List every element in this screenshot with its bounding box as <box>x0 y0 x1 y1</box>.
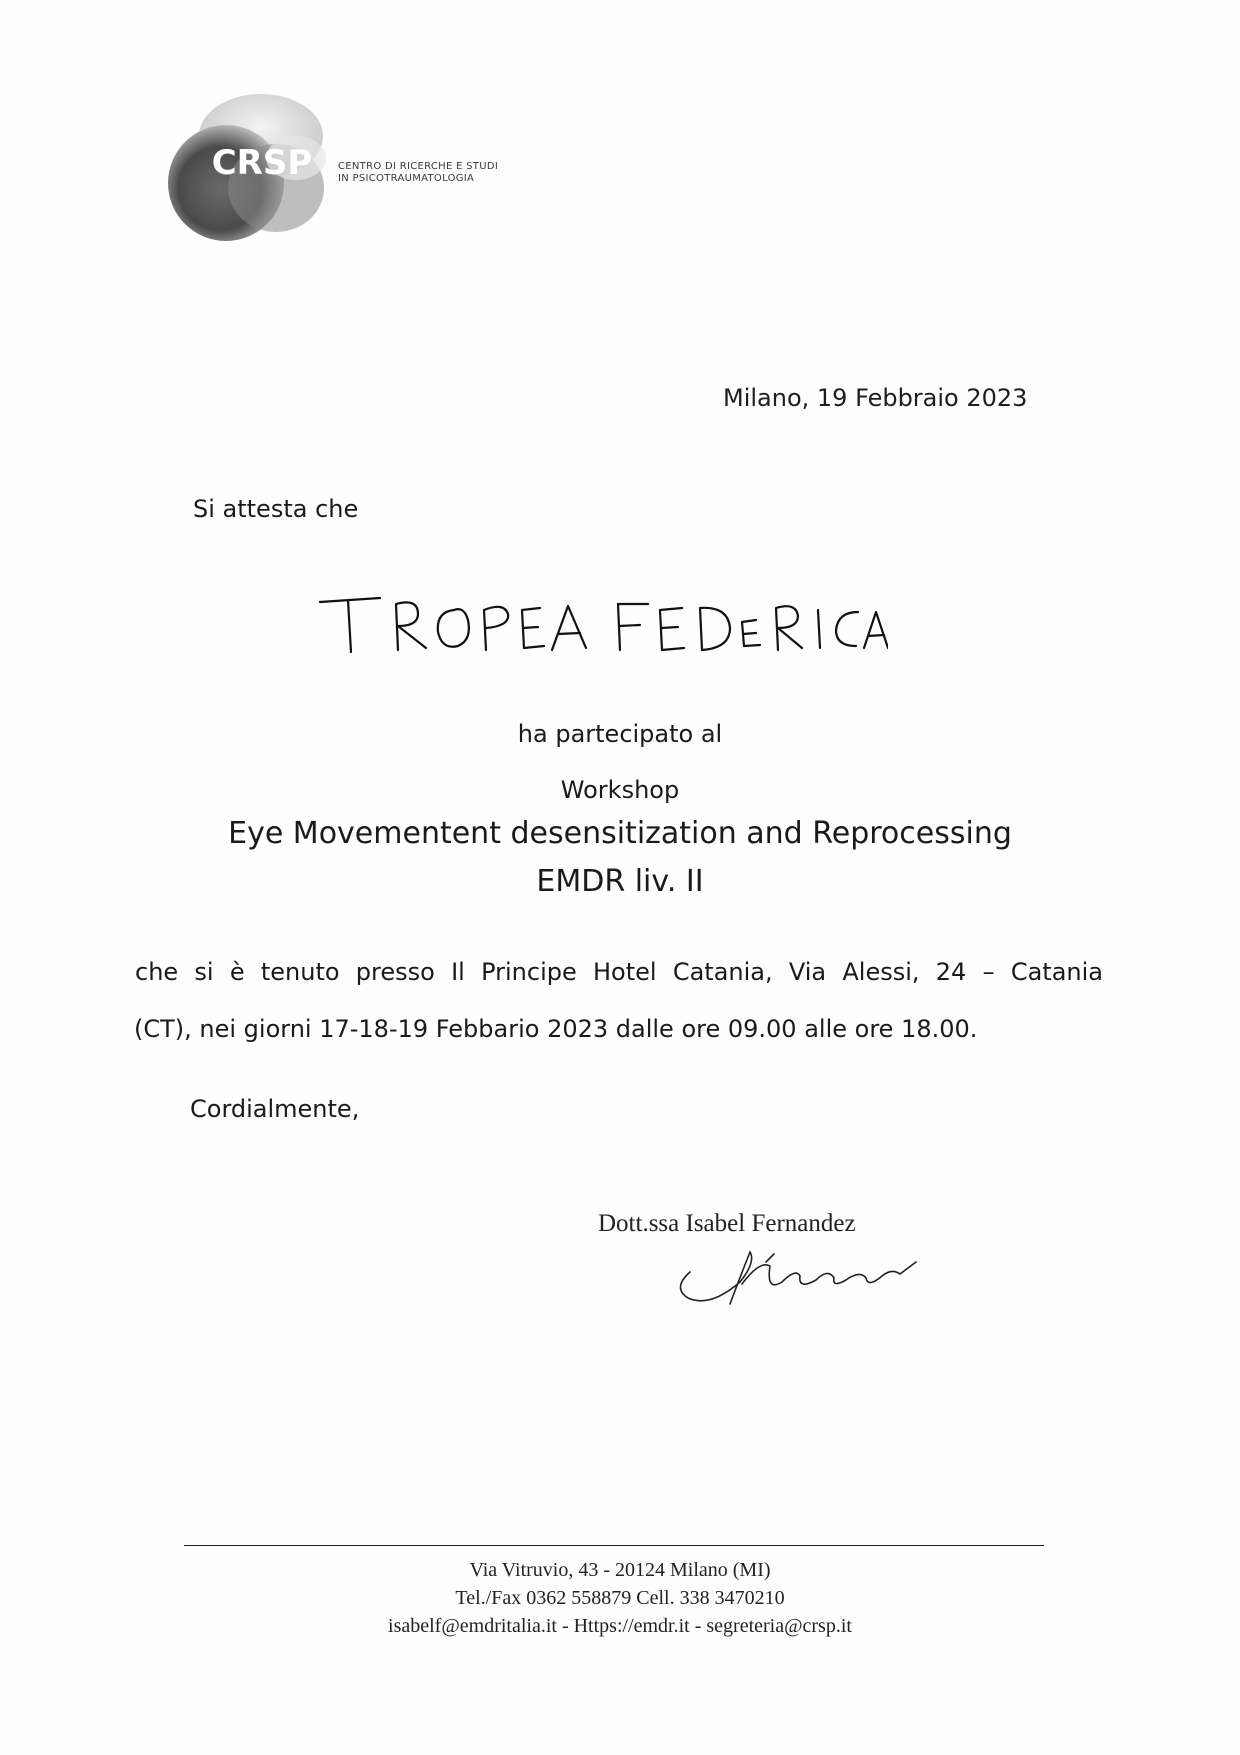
logo-line2: IN PSICOTRAUMATOLOGIA <box>338 173 475 184</box>
closing: Cordialmente, <box>190 1095 360 1123</box>
logo-abbr: CRSP <box>211 143 313 183</box>
crsp-logo <box>166 88 341 244</box>
handwritten-signature <box>670 1232 930 1312</box>
footer-address: Via Vitruvio, 43 - 20124 Milano (MI) <box>469 1559 771 1581</box>
participation-text: ha partecipato al <box>517 720 723 748</box>
attestation-intro: Si attesta che <box>193 495 359 523</box>
footer-divider <box>184 1545 1044 1546</box>
footer-contacts: isabelf@emdritalia.it - Https://emdr.it - segreteria@crsp.it <box>388 1615 852 1637</box>
body-line-1: che si è tenuto presso Il Principe Hotel Catania, Via Alessi, 24 – Catania <box>135 958 1103 986</box>
footer-phone: Tel./Fax 0362 558879 Cell. 338 3470210 <box>455 1587 785 1609</box>
event-subtitle: EMDR liv. II <box>536 864 704 899</box>
body-line-2: (CT), nei giorni 17-18-19 Febbario 2023 dalle ore 09.00 alle ore 18.00. <box>134 1015 978 1043</box>
footer <box>0 1556 1240 1640</box>
event-type: Workshop <box>560 776 680 804</box>
event-title: Eye Movementent desensitization and Reprocessing <box>228 816 1012 851</box>
document-date: Milano, 19 Febbraio 2023 <box>723 384 1028 412</box>
logo-caption <box>338 161 498 185</box>
signer-name: Dott.ssa Isabel Fernandez <box>598 1210 856 1237</box>
logo-line1: CENTRO DI RICERCHE E STUDI <box>338 161 499 172</box>
participant-name-handwritten <box>318 590 888 660</box>
